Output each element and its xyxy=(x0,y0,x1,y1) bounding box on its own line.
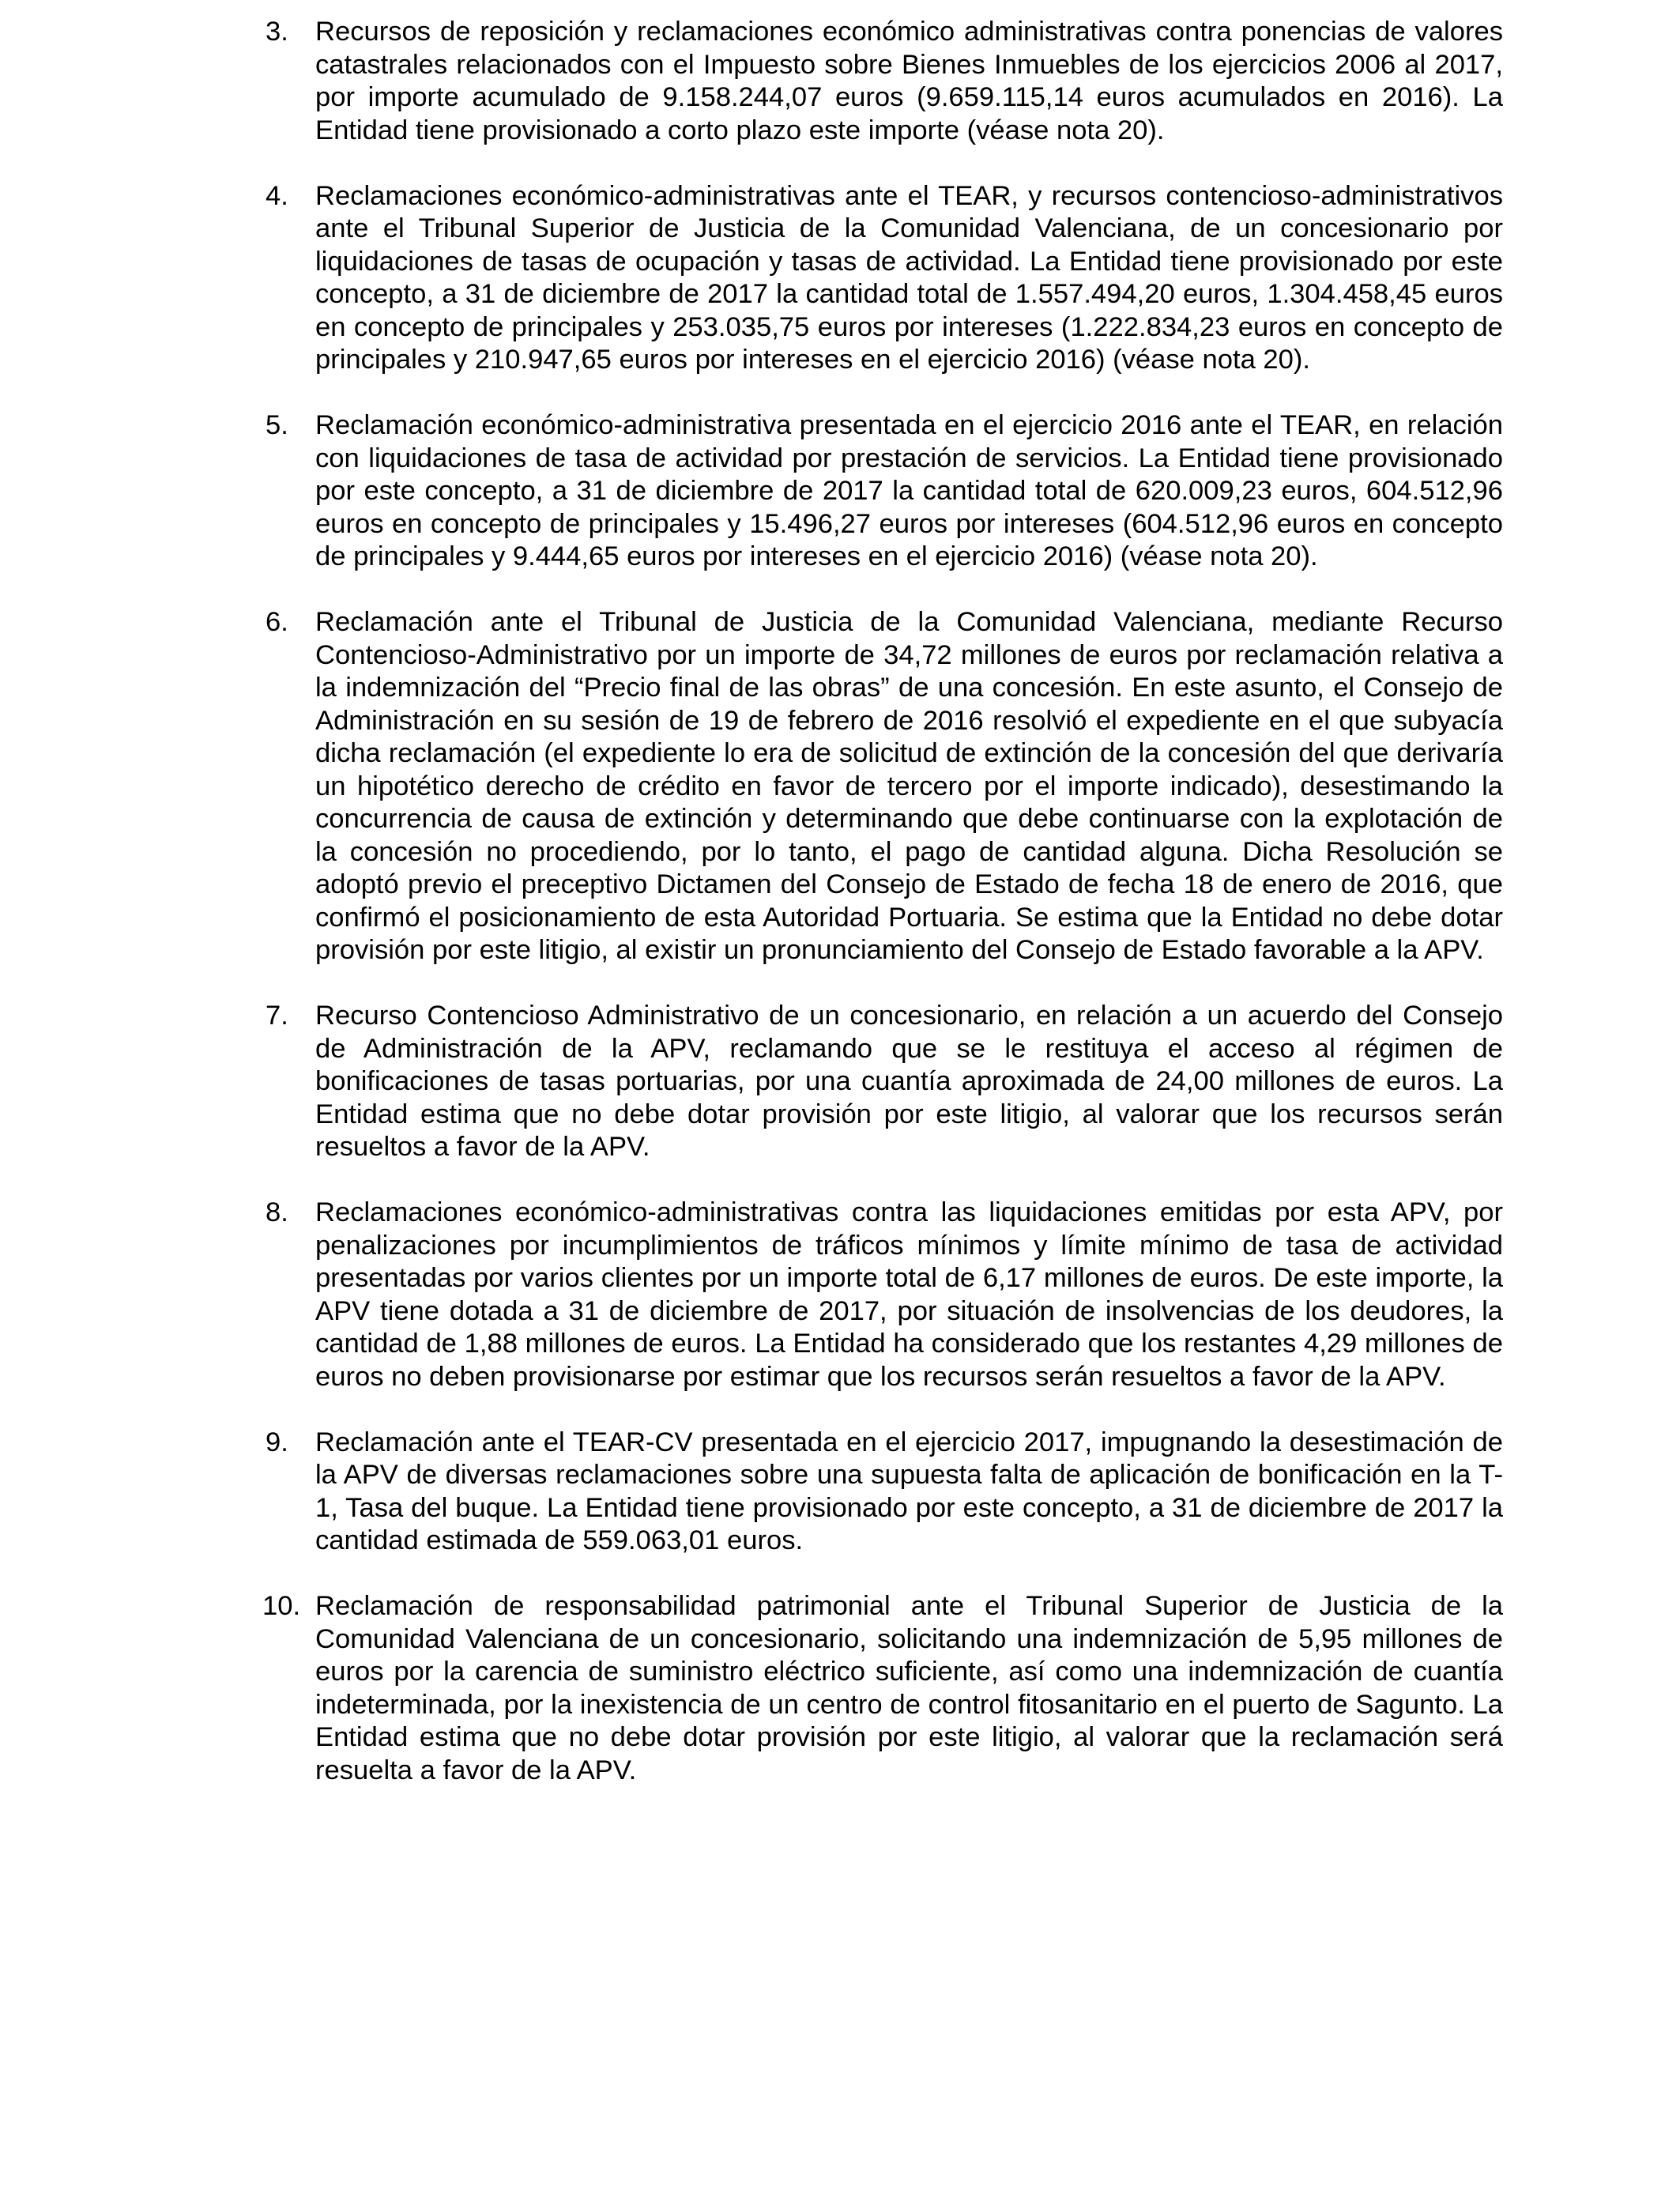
item-text: Reclamación económico-administrativa presentada en el ejercicio 2016 ante el TEAR, en relación con liquidaciones de tasa de actividad por prestación de servicios. La Entidad tiene provisionado por este concepto, a 31 de diciembre de 2017 la cantidad total de 620.009,23 euros, 604.512,96 euros en concepto de principales y 15.496,27 euros por intereses (604.512,96 euros en concepto de principales y 9.444,65 euros por intereses en el ejercicio 2016) (véase nota 20). xyxy=(315,410,1503,571)
list-item xyxy=(266,1197,1503,1393)
item-number: 3. xyxy=(266,17,288,47)
item-number: 4. xyxy=(266,180,288,211)
list-item xyxy=(266,606,1503,967)
item-text: Reclamaciones económico-administrativas contra las liquidaciones emitidas por esta APV, por penalizaciones por incumplimientos de tráficos mínimos y límite mínimo de tasa de actividad presentadas por varios clientes por un importe total de 6,17 millones de euros. De este importe, la APV tiene dotada a 31 de diciembre de 2017, por situación de insolvencias de los deudores, la cantidad de 1,88 millones de euros. La Entidad ha considerado que los restantes 4,29 millones de euros no deben provisionarse por estimar que los recursos serán resueltos a favor de la APV. xyxy=(315,1197,1503,1392)
item-text: Reclamación ante el TEAR-CV presentada en el ejercicio 2017, impugnando la desestimación de la APV de diversas reclamaciones sobre una supuesta falta de aplicación de bonificación en la T-1, Tasa del buque. La Entidad tiene provisionado por este concepto, a 31 de diciembre de 2017 la cantidad estimada de 559.063,01 euros. xyxy=(315,1427,1503,1555)
list-item xyxy=(266,1000,1503,1164)
list-item xyxy=(266,1427,1503,1558)
item-number: 10. xyxy=(262,1591,301,1621)
list-item xyxy=(266,409,1503,574)
list-item xyxy=(266,16,1503,147)
item-text: Reclamación ante el Tribunal de Justicia de la Comunidad Valenciana, mediante Recurso Contencioso-Administrativo por un importe de 34,72 millones de euros por reclamación relativa a la indemnización del “Precio final de las obras” de una concesión. En este asunto, el Consejo de Administración en su sesión de 19 de febrero de 2016 resolvió el expediente en el que subyacía dicha reclamación (el expediente lo era de solicitud de extinción de la concesión del que derivaría un hipotético derecho de crédito en favor de tercero por el importe indicado), desestimando la concurrencia de causa de extinción y determinando que debe continuarse con la explotación de la concesión no procediendo, por lo tanto, el pago de cantidad alguna. Dicha Resolución se adoptó previo el preceptivo Dictamen del Consejo de Estado de fecha 18 de enero de 2016, que confirmó el posicionamiento de esta Autoridad Portuaria. Se estima que la Entidad no debe dotar provisión por este litigio, al existir un pronunciamiento del Consejo de Estado favorable a la APV. xyxy=(315,607,1503,965)
item-number: 9. xyxy=(266,1427,288,1457)
item-number: 5. xyxy=(266,410,288,440)
list-item xyxy=(262,1590,1503,1787)
item-number: 8. xyxy=(266,1197,288,1227)
item-text: Recurso Contencioso Administrativo de un concesionario, en relación a un acuerdo del Consejo de Administración de la APV, reclamando que se le restituya el acceso al régimen de bonificaciones de tasas portuarias, por una cuantía aproximada de 24,00 millones de euros. La Entidad estima que no debe dotar provisión por este litigio, al valorar que los recursos serán resueltos a favor de la APV. xyxy=(315,1001,1503,1162)
list-item xyxy=(266,180,1503,377)
numbered-list xyxy=(262,16,1503,1820)
item-number: 6. xyxy=(266,607,288,637)
item-text: Reclamación de responsabilidad patrimonial ante el Tribunal Superior de Justicia de la Comunidad Valenciana de un concesionario, solicitando una indemnización de 5,95 millones de euros por la carencia de suministro eléctrico suficiente, así como una indemnización de cuantía indeterminada, por la inexistencia de un centro de control fitosanitario en el puerto de Sagunto. La Entidad estima que no debe dotar provisión por este litigio, al valorar que la reclamación será resuelta a favor de la APV. xyxy=(315,1591,1503,1785)
item-number: 7. xyxy=(266,1001,288,1031)
item-text: Recursos de reposición y reclamaciones económico administrativas contra ponencias de valores catastrales relacionados con el Impuesto sobre Bienes Inmuebles de los ejercicios 2006 al 2017, por importe acumulado de 9.158.244,07 euros (9.659.115,14 euros acumulados en 2016). La Entidad tiene provisionado a corto plazo este importe (véase nota 20). xyxy=(315,17,1503,145)
item-text: Reclamaciones económico-administrativas ante el TEAR, y recursos contencioso-administrativos ante el Tribunal Superior de Justicia de la Comunidad Valenciana, de un concesionario por liquidaciones de tasas de ocupación y tasas de actividad. La Entidad tiene provisionado por este concepto, a 31 de diciembre de 2017 la cantidad total de 1.557.494,20 euros, 1.304.458,45 euros en concepto de principales y 253.035,75 euros por intereses (1.222.834,23 euros en concepto de principales y 210.947,65 euros por intereses en el ejercicio 2016) (véase nota 20). xyxy=(315,180,1503,375)
